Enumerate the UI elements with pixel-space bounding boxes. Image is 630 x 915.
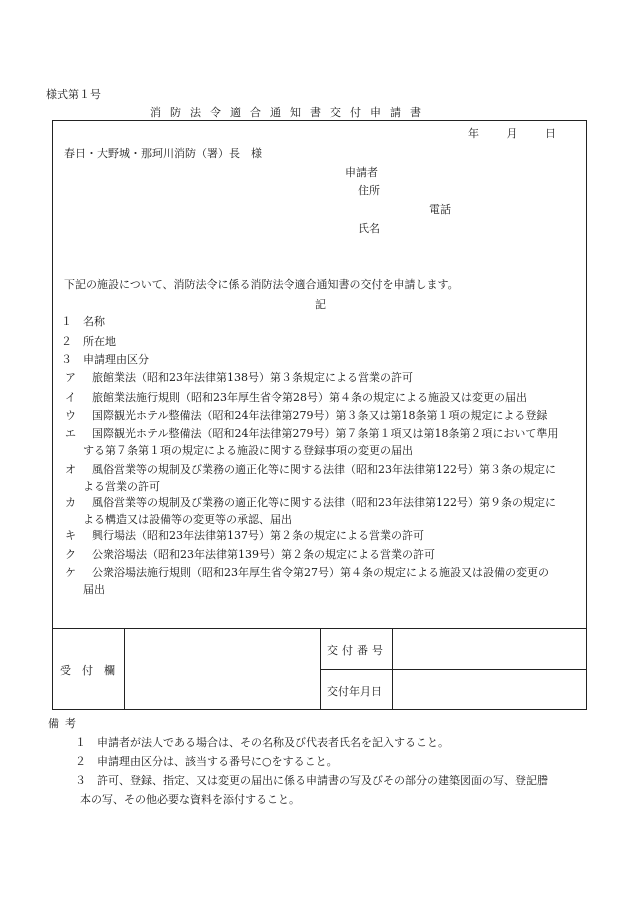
issue-date-label: 交付年月日 [327, 685, 382, 698]
date-line: 年 月 日 [468, 127, 556, 140]
receipt-table [52, 628, 587, 710]
table-divider [320, 669, 587, 670]
recipient: 春日・大野城・那珂川消防（署）長 様 [64, 147, 262, 160]
application-form-box: 年 月 日 春日・大野城・那珂川消防（署）長 様 申請者 住所 電話 氏名 下記の施設について、消防法令に係る消防法令適合通知書の交付を申請します。 記 １ 名称 ２ 所在地 ３ 申請理由区分 ア 旅館業法（昭和23年法律第138号）第３条規定による営業の許可 イ 旅館業法施行規則（昭和23年厚生省令第28号）第４条の規定による施設又は変更の届出 ウ 国際観光ホテル整備法（昭和24年法律第279号）第３条又は第18条第１項の規定による登録 エ 国際観光ホテル整備法（昭和24年法律第279号）第７条第１項又は第18条第２項において準用 する第７条第１項の規定による施設に関する登録事項の変更の届出 オ 風俗営業等の規制及び業務の適正化等に関する法律（昭和23年法律第122号）第３条の規定に よる営業の許可 カ 風俗営業等の規制及び業務の適正化等に関する法律（昭和23年法律第122号）第９条の規定に よる構造又は設備等の変更等の承認、届出 キ 興行場法（昭和23年法律第137号）第２条の規定による営業の許可 ク 公衆浴場法（昭和23年法律第139号）第２条の規定による営業の許可 ケ 公衆浴場法施行規則（昭和23年厚生省令第27号）第４条の規定による施設又は設備の変更の 届出 [52, 120, 587, 710]
table-divider [124, 628, 125, 710]
section-address: ２ 所在地 [61, 335, 116, 348]
receipt-label: 受 付 欄 [60, 664, 115, 677]
form-title: 消防法令適合通知書交付申請書 [150, 106, 430, 119]
issue-number-field[interactable] [396, 632, 582, 664]
request-text: 下記の施設について、消防法令に係る消防法令適合通知書の交付を申請します。 [64, 278, 459, 291]
applicant-label: 申請者 [345, 166, 378, 179]
phone-label: 電話 [429, 203, 451, 216]
section-reason: ３ 申請理由区分 [61, 353, 149, 366]
issue-date-field[interactable] [396, 673, 582, 705]
form-number: 様式第１号 [46, 88, 101, 101]
name-label: 氏名 [358, 222, 380, 235]
section-name: １ 名称 [61, 315, 105, 328]
receipt-stamp-area[interactable] [128, 632, 316, 706]
notes-heading: 備考 [48, 717, 82, 730]
issue-number-label: 交付番号 [327, 644, 387, 657]
ki-heading: 記 [315, 298, 326, 311]
address-label: 住所 [358, 184, 380, 197]
